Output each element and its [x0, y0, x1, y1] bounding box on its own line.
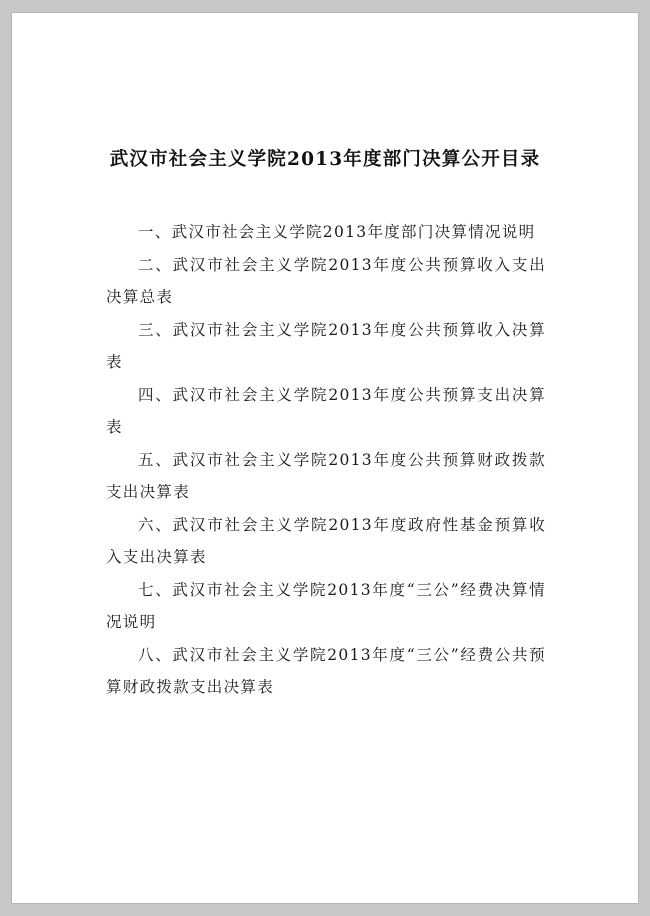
toc-item-5: 五、武汉市社会主义学院2013年度公共预算财政拨款支出决算表 [106, 450, 546, 501]
toc-item-8: 八、武汉市社会主义学院2013年度“三公”经费公共预算财政拨款支出决算表 [106, 645, 546, 696]
toc-item-3: 三、武汉市社会主义学院2013年度公共预算收入决算表 [106, 320, 546, 371]
table-of-contents [106, 216, 546, 704]
toc-item-4: 四、武汉市社会主义学院2013年度公共预算支出决算表 [106, 385, 546, 436]
document-title: 武汉市社会主义学院2013年度部门决算公开目录 [109, 149, 541, 170]
document-page [12, 13, 638, 903]
toc-item-7: 七、武汉市社会主义学院2013年度“三公”经费决算情况说明 [106, 580, 546, 631]
toc-item-6: 六、武汉市社会主义学院2013年度政府性基金预算收入支出决算表 [106, 515, 546, 566]
toc-item-2: 二、武汉市社会主义学院2013年度公共预算收入支出决算总表 [106, 255, 546, 306]
toc-item-1: 一、武汉市社会主义学院2013年度部门决算情况说明 [138, 223, 536, 241]
